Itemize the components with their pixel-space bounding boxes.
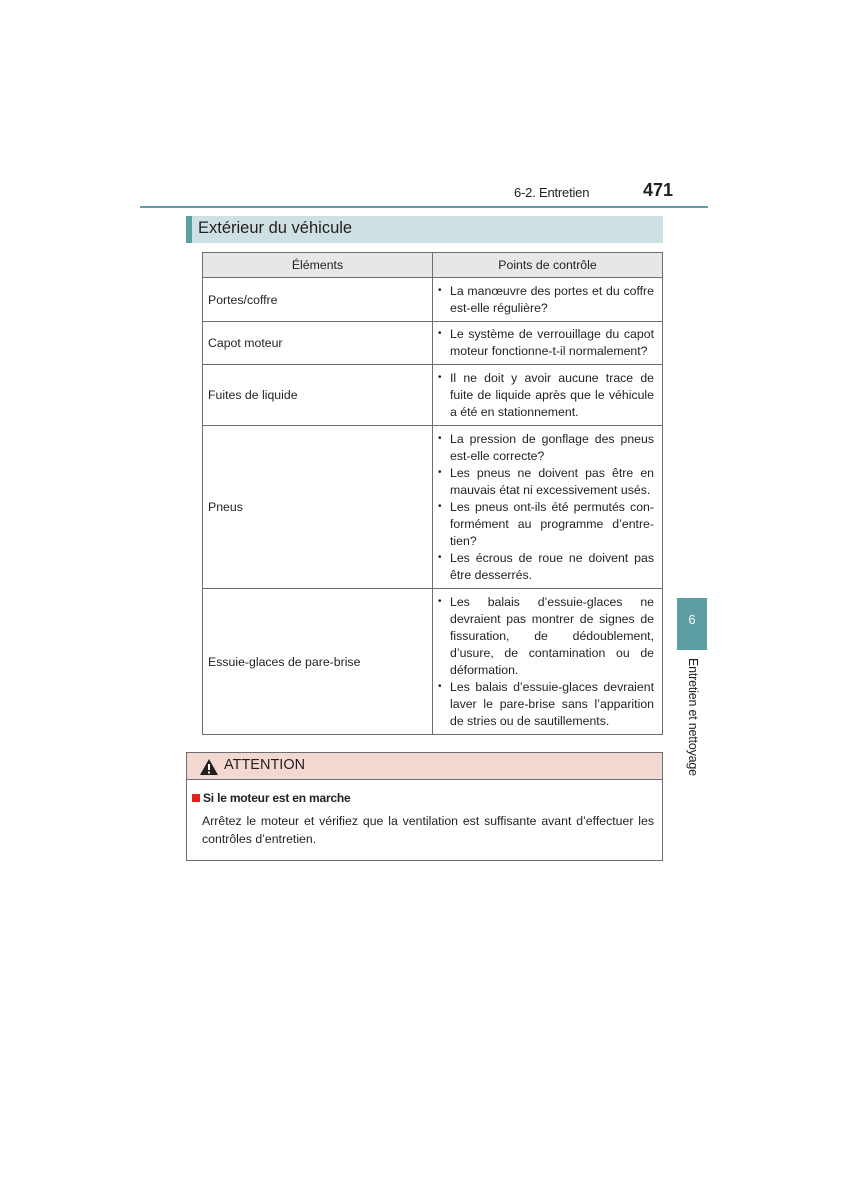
checkpoints-cell (433, 322, 663, 365)
header-section-label: 6-2. Entretien (514, 185, 590, 200)
attention-body: Arrêtez le moteur et vérifiez que la ventilation est suffisante avant d’effectuer les contrôles d’entretien. (202, 814, 654, 846)
page-number: 471 (643, 180, 674, 200)
column-header-checkpoints: Points de contrôle (433, 253, 663, 278)
section-heading-bar (186, 216, 663, 243)
checkpoints-cell (433, 365, 663, 426)
red-square-marker-icon (192, 794, 200, 802)
item-cell: Pneus (203, 426, 433, 589)
table-header-row (203, 253, 663, 278)
table-row (203, 322, 663, 365)
checkpoint-bullet: • Le système de verrouillage du capot moteur fonctionne-t-il normalement? (438, 326, 654, 360)
checkpoint-bullet: • Les balais d’essuie-glaces devraient laver le pare-brise sans l’apparition de stries ou de sautillements. (438, 679, 654, 730)
checkpoint-bullet: • Les balais d’essuie-glaces ne devraient pas montrer de signes de fissuration, de dédoublement, d’usure, de contamination ou de déformation. (438, 594, 654, 679)
item-cell: Essuie-glaces de pare-brise (203, 589, 433, 735)
attention-header (187, 753, 662, 780)
item-cell: Portes/coffre (203, 278, 433, 322)
chapter-label: Entretien et nettoyage (686, 658, 700, 776)
table-row (203, 426, 663, 589)
inspection-table (202, 252, 663, 735)
checkpoints-cell (433, 426, 663, 589)
column-header-items: Éléments (203, 253, 433, 278)
checkpoints-cell (433, 278, 663, 322)
checkpoint-bullet: • La manœuvre des portes et du coffre est-elle régulière? (438, 283, 654, 317)
attention-box (186, 752, 663, 861)
checkpoint-bullet: • Les pneus ont-ils été permutés conformément au programme d’entretien? (438, 499, 654, 550)
section-heading-accent (186, 216, 192, 243)
checkpoint-bullet: • Il ne doit y avoir aucune trace de fuite de liquide après que le véhicule a été en stationnement. (438, 370, 654, 421)
section-title: Extérieur du véhicule (198, 219, 353, 237)
chapter-number: 6 (688, 612, 696, 627)
item-cell: Fuites de liquide (203, 365, 433, 426)
attention-subtitle (192, 791, 351, 805)
table-row (203, 589, 663, 735)
checkpoint-bullet: • Les écrous de roue ne doivent pas être desserrés. (438, 550, 654, 584)
table-row (203, 365, 663, 426)
attention-subtitle-text: Si le moteur est en marche (203, 791, 351, 805)
warning-triangle-icon (199, 758, 219, 776)
header-rule (140, 206, 708, 208)
checkpoint-bullet: • La pression de gonflage des pneus est-elle correcte? (438, 431, 654, 465)
checkpoints-cell (433, 589, 663, 735)
item-cell: Capot moteur (203, 322, 433, 365)
checkpoint-bullet: • Les pneus ne doivent pas être en mauvais état ni excessivement usés. (438, 465, 654, 499)
chapter-tab (677, 598, 707, 650)
table-row (203, 278, 663, 322)
attention-label: ATTENTION (224, 757, 306, 773)
